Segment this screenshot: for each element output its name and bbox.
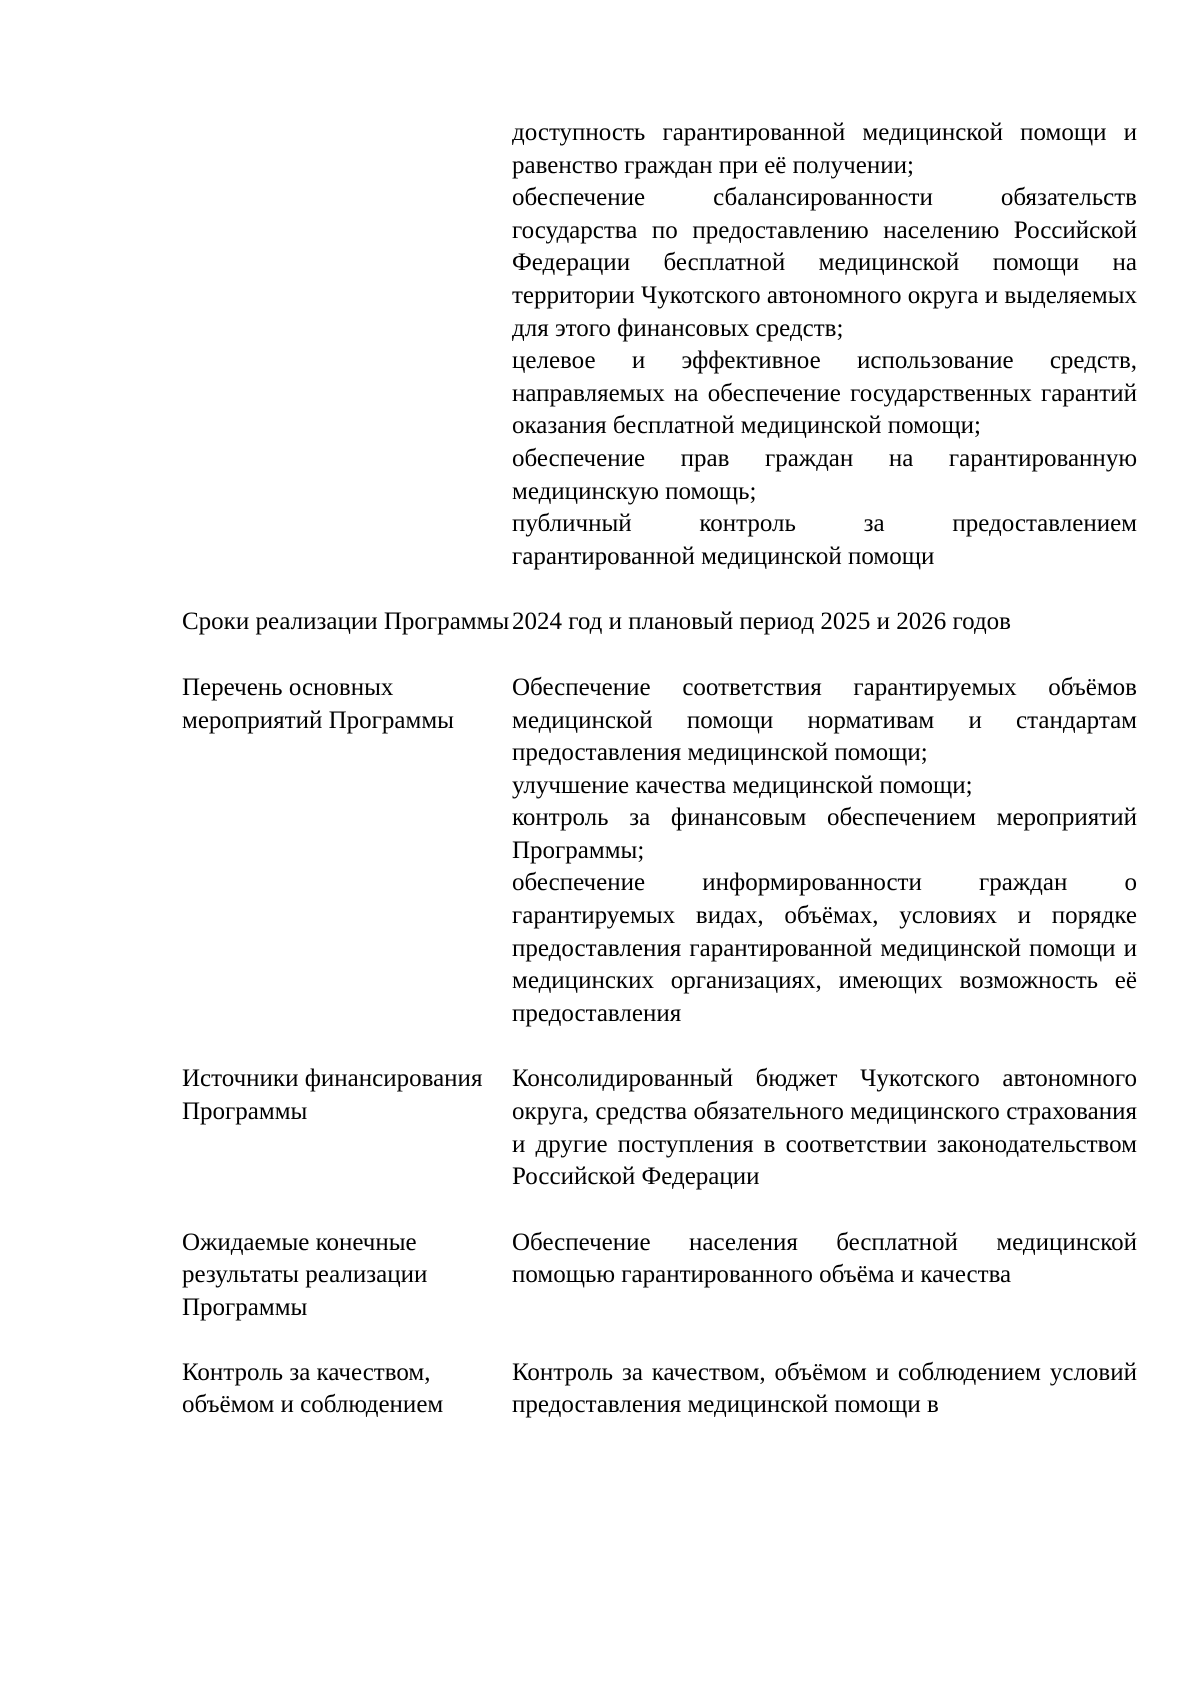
row-value (512, 117, 1137, 573)
table-row-funding (182, 1063, 1137, 1193)
value-paragraph: Обеспечение соответствия гарантируемых объёмов медицинской помощи нормативам и стандартам предоставления медицинской помощи; (512, 673, 1137, 767)
value-paragraph: Консолидированный бюджет Чукотского автономного округа, средства обязательного медицинского страхования и другие поступления в соответствии законодательством Российской Федерации (512, 1065, 1137, 1191)
row-value (512, 1227, 1137, 1292)
table-row-terms (182, 606, 1137, 639)
value-paragraph: обеспечение сбалансированности обязательств государства по предоставлению населению Российской Федерации бесплатной медицинской помощи на территории Чукотского автономного округа и выделяемых для этого финансовых средств; (512, 184, 1137, 342)
row-label: Перечень основных мероприятий Программы (182, 673, 454, 734)
table-row-goals-continuation (182, 117, 1137, 573)
value-paragraph: 2024 год и плановый период 2025 и 2026 годов (512, 608, 1011, 636)
row-label: Источники финансирования Программы (182, 1065, 483, 1126)
row-label: Контроль за качеством, объёмом и соблюдением (182, 1358, 444, 1419)
row-label: Сроки реализации Программы (182, 608, 510, 636)
value-paragraph: целевое и эффективное использование средств, направляемых на обеспечение государственных гарантий оказания бесплатной медицинской помощи; (512, 347, 1137, 440)
row-value (512, 1357, 1137, 1422)
value-paragraph: Контроль за качеством, объёмом и соблюдением условий предоставления медицинской помощи в (512, 1358, 1137, 1419)
value-paragraph: улучшение качества медицинской помощи; (512, 771, 973, 799)
table-row-control (182, 1357, 1137, 1422)
passport-table (182, 117, 1137, 1422)
table-row-activities (182, 672, 1137, 1031)
value-paragraph: обеспечение прав граждан на гарантированную медицинскую помощь; (512, 444, 1137, 505)
row-value (512, 1063, 1137, 1193)
row-value (512, 606, 1137, 639)
value-paragraph: Обеспечение населения бесплатной медицинской помощью гарантированного объёма и качества (512, 1228, 1137, 1289)
value-paragraph: контроль за финансовым обеспечением мероприятий Программы; (512, 804, 1137, 864)
row-label: Ожидаемые конечные результаты реализации Программы (182, 1228, 428, 1321)
table-row-results (182, 1227, 1137, 1325)
value-paragraph: обеспечение информированности граждан о гарантируемых видах, объёмах, условиях и порядке предоставления гарантированной медицинской помощи и медицинских организациях, имеющих возможность её предоставления (512, 869, 1137, 1027)
value-paragraph: доступность гарантированной медицинской помощи и равенство граждан при её получении; (512, 119, 1137, 179)
row-value (512, 672, 1137, 1031)
value-paragraph: публичный контроль за предоставлением гарантированной медицинской помощи (512, 510, 1137, 570)
